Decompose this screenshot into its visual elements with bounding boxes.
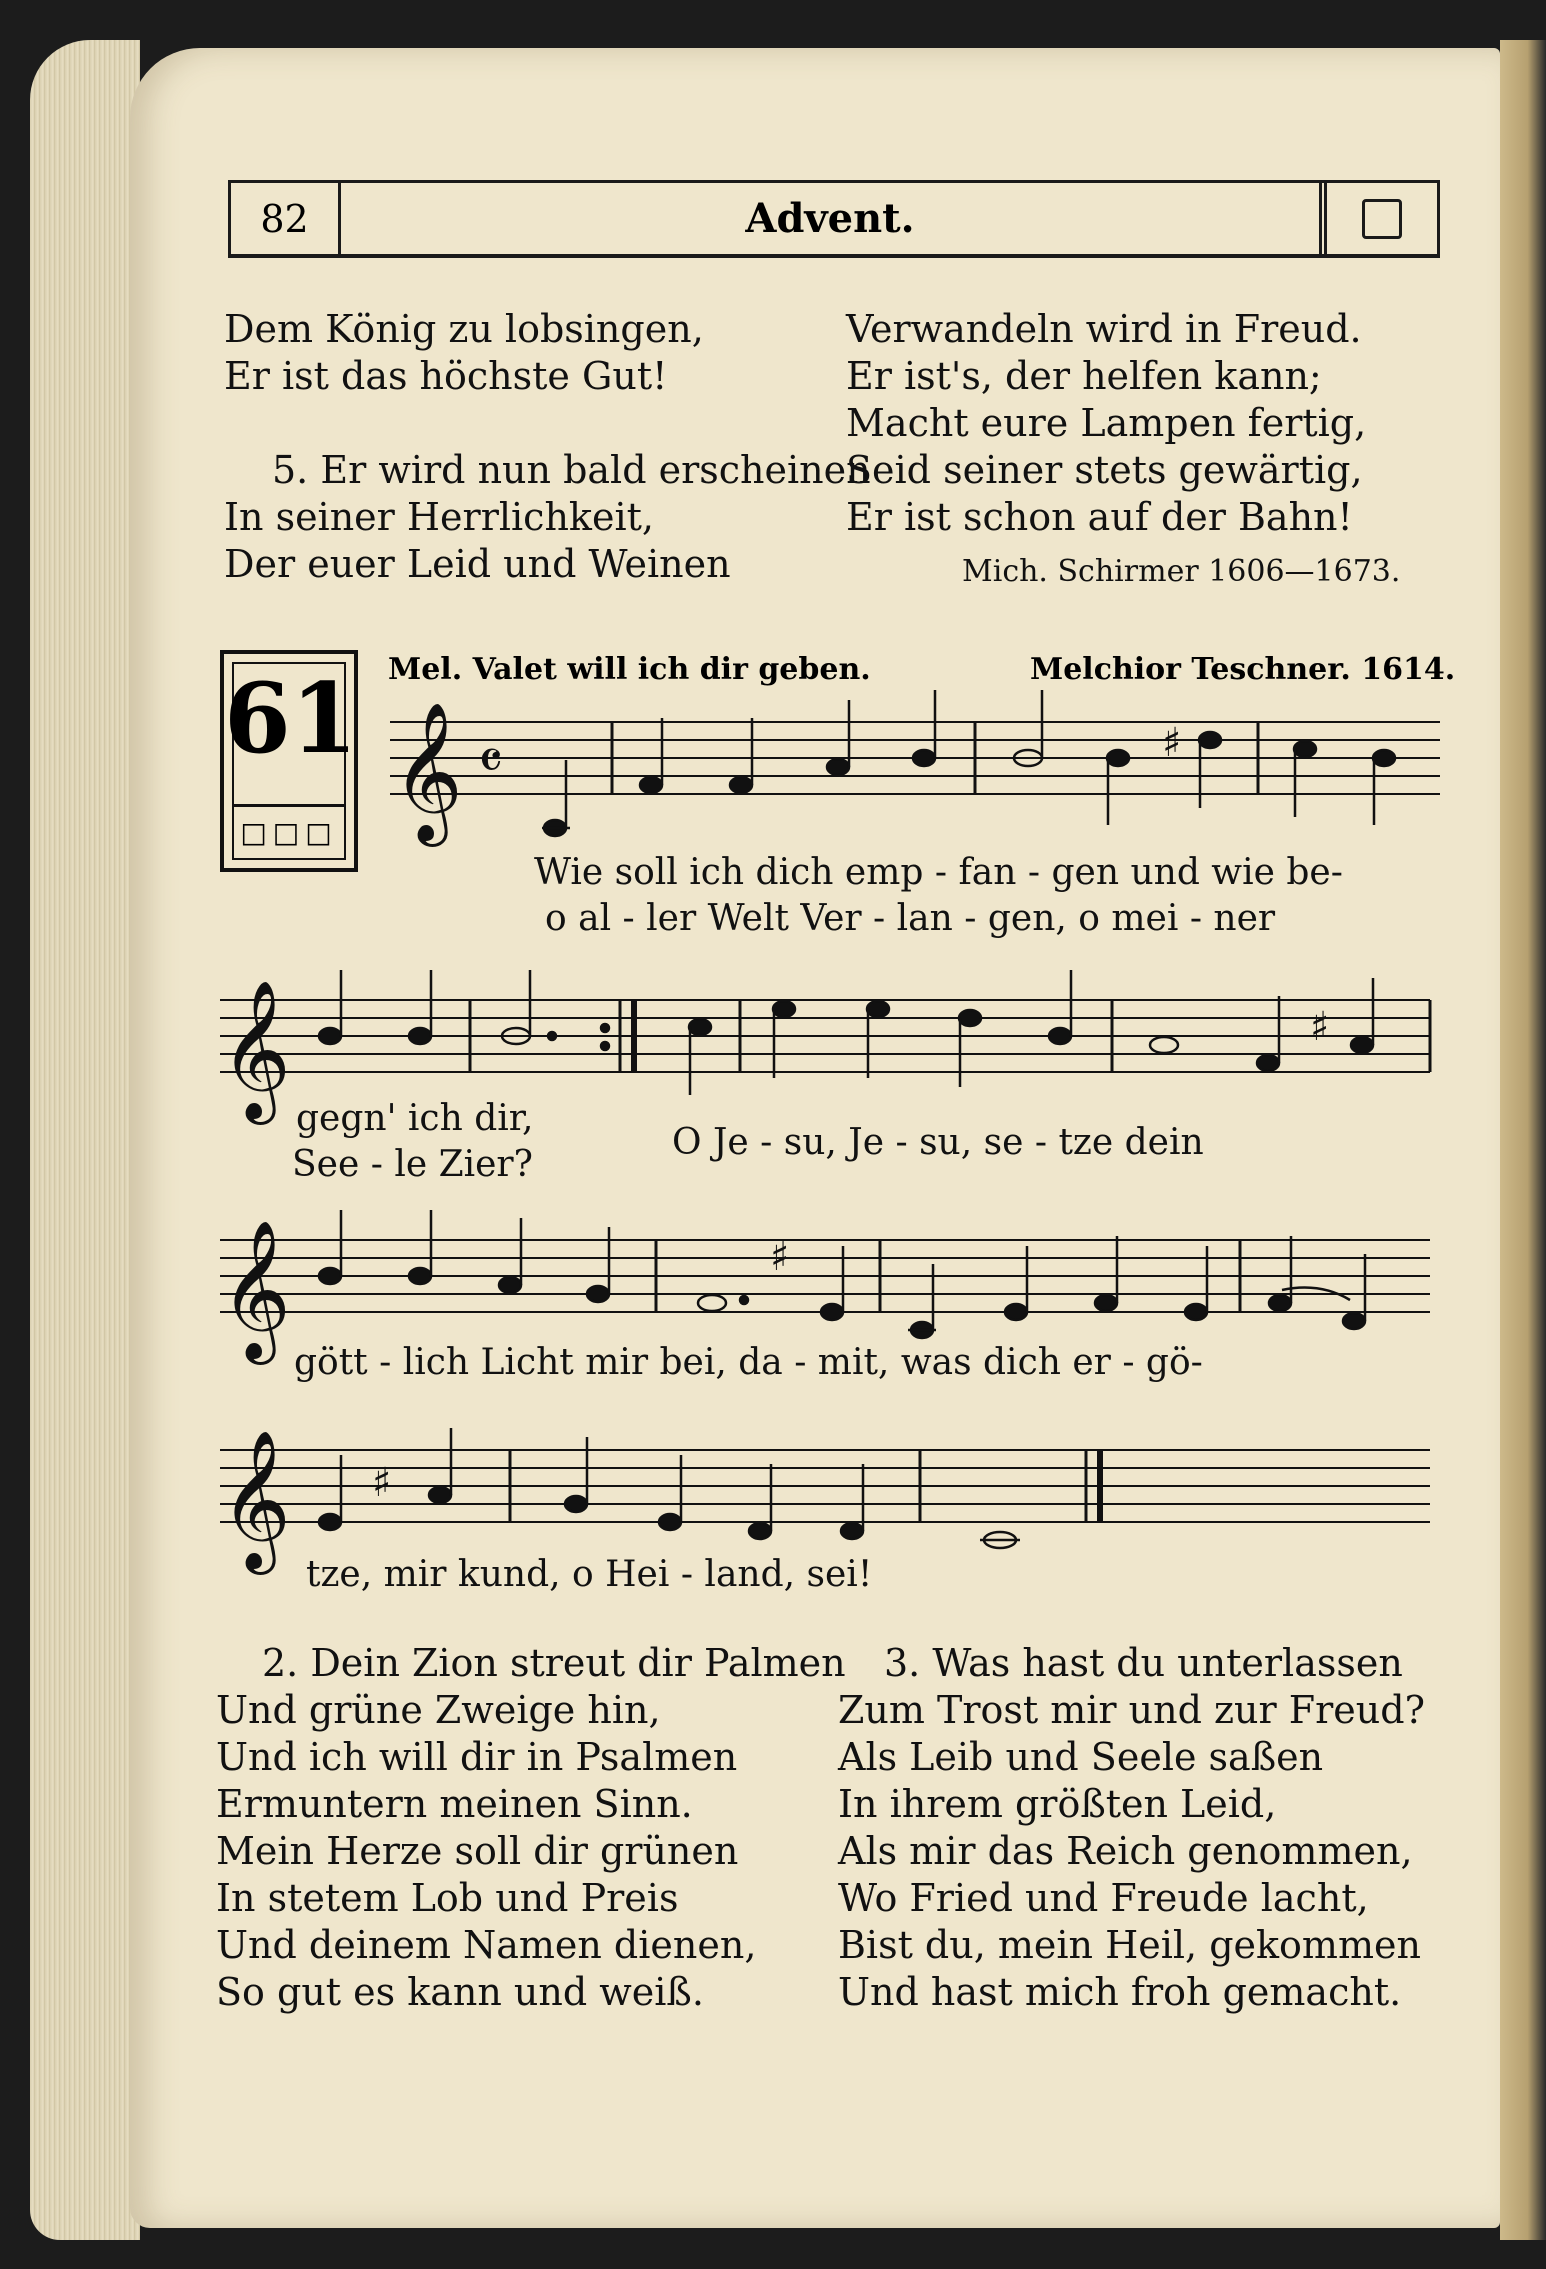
verse-line: Der euer Leid und Weinen	[224, 542, 731, 586]
composer-credit: Melchior Teschner. 1614.	[1030, 652, 1456, 687]
verse-line: 5. Er wird nun bald erscheinen	[272, 448, 871, 492]
verse-line: Zum Trost mir und zur Freud?	[838, 1688, 1425, 1732]
verse-line: Dem König zu lobsingen,	[224, 307, 704, 351]
notes-system-3	[319, 1210, 1365, 1338]
verse-line: So gut es kann und weiß.	[216, 1970, 704, 2014]
treble-clef-icon: 𝄞	[392, 702, 463, 841]
verse-3	[838, 1640, 1425, 2016]
notes-system-2	[319, 970, 1373, 1095]
verse-line: In seiner Herrlichkeit,	[224, 495, 654, 539]
sharp-icon: ♯	[372, 1460, 392, 1506]
hymn-marks: □□□	[240, 816, 338, 849]
staff-system-3	[220, 1240, 1430, 1312]
verse-line: Seid seiner stets gewärtig,	[846, 448, 1363, 492]
verse-line: Macht eure Lampen fertig,	[846, 401, 1367, 445]
hymn-number: 61	[224, 662, 358, 775]
verse-line: Und ich will dir in Psalmen	[216, 1735, 738, 1779]
sharp-icon: ♯	[1162, 720, 1182, 766]
lyrics-line: o al - ler Welt Ver - lan - gen, o mei - ner	[545, 898, 1276, 939]
verse-line: Und hast mich froh gemacht.	[838, 1970, 1402, 2014]
verse-line: Bist du, mein Heil, gekommen	[838, 1923, 1421, 1967]
melody-reference: Mel. Valet will ich dir geben.	[388, 652, 871, 687]
sharp-icon: ♯	[770, 1234, 790, 1280]
verse-line: Wo Fried und Freude lacht,	[838, 1876, 1369, 1920]
lyrics-line: See - le Zier?	[292, 1144, 533, 1185]
verse-line: In ihrem größten Leid,	[838, 1782, 1277, 1826]
verse-line: Und grüne Zweige hin,	[216, 1688, 661, 1732]
verse-line: Als Leib und Seele saßen	[838, 1735, 1324, 1779]
verse-line: 3. Was hast du unterlassen	[884, 1641, 1403, 1685]
treble-clef-icon: 𝄞	[220, 980, 291, 1119]
verse-line: Er ist schon auf der Bahn!	[846, 495, 1353, 539]
verse-2	[216, 1640, 846, 2016]
verse-line: Ermuntern meinen Sinn.	[216, 1782, 693, 1826]
verse-line: Mein Herze soll dir grünen	[216, 1829, 739, 1873]
page-title: Advent.	[745, 195, 915, 242]
verse-line: 2. Dein Zion streut dir Palmen	[262, 1641, 846, 1685]
lyrics-line: gött - lich Licht mir bei, da - mit, was dich er - gö-	[294, 1342, 1203, 1383]
sharp-icon: ♯	[1310, 1004, 1330, 1050]
verse-line: Als mir das Reich genommen,	[838, 1829, 1413, 1873]
previous-hymn-author: Mich. Schirmer 1606—1673.	[962, 554, 1401, 589]
lyrics-line: gegn' ich dir,	[296, 1098, 534, 1139]
treble-clef-icon: 𝄞	[220, 1220, 291, 1359]
notes-system-1	[542, 690, 1395, 836]
staff-system-2	[220, 1000, 1430, 1072]
common-time-icon: 𝄴	[478, 729, 504, 794]
lyrics-line: Wie soll ich dich emp - fan - gen und wie be-	[534, 852, 1343, 893]
lyrics-line: O Je - su, Je - su, se - tze dein	[672, 1122, 1204, 1163]
page-number: 82	[231, 183, 341, 254]
verse-line: Er ist's, der helfen kann;	[846, 354, 1322, 398]
verse-line: In stetem Lob und Preis	[216, 1876, 679, 1920]
lyrics-line: tze, mir kund, o Hei - land, sei!	[306, 1554, 873, 1595]
notes-system-4	[319, 1428, 1020, 1548]
treble-clef-icon: 𝄞	[220, 1430, 291, 1569]
verse-line: Er ist das höchste Gut!	[224, 354, 668, 398]
staff-system-4	[220, 1450, 1430, 1522]
verse-line: Verwandeln wird in Freud.	[846, 307, 1362, 351]
verse-line: Und deinem Namen dienen,	[216, 1923, 757, 1967]
